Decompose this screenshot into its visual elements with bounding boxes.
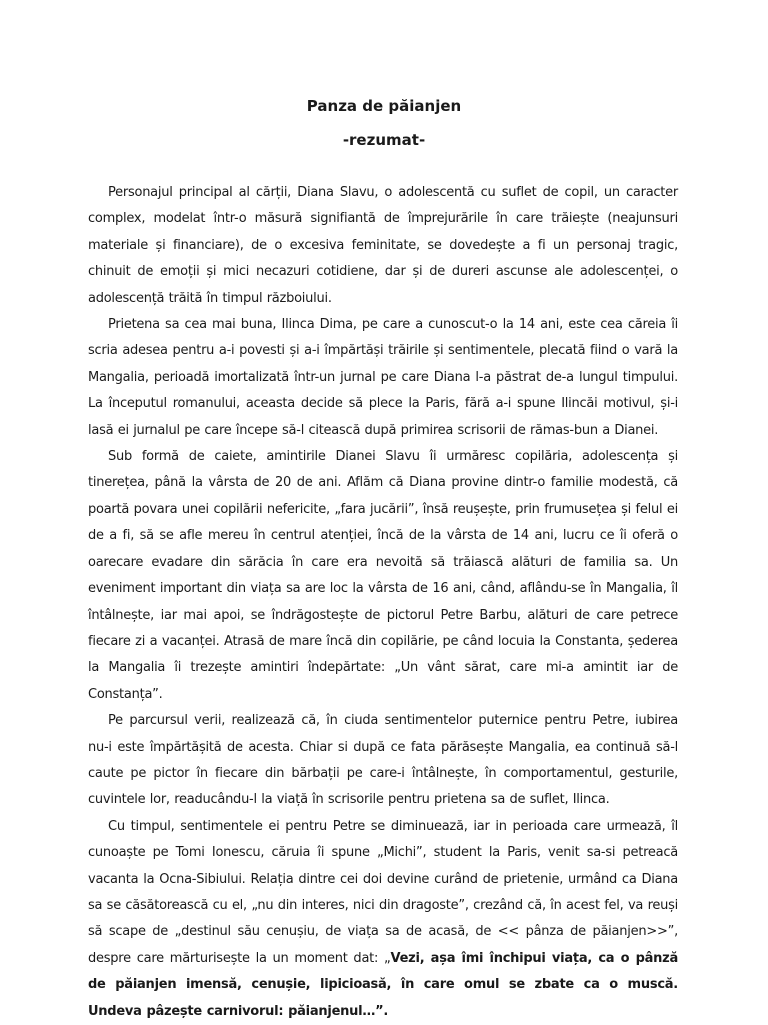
paragraph-4: Pe parcursul verii, realizează că, în ciuda sentimentelor puternice pentru Petre, iubirea nu-i este împărtășită de acesta. Chiar si după ce fata părăsește Mangalia, ea continuă să-l caute pe pictor în fiecare din bărbații pe care-i întâlnește, în comportamentul, gesturile, cuvintele lor, readucându-l la viață în scrisorile pentru prietena sa de suflet, Ilinca.	[88, 713, 678, 808]
document-title: Panza de păianjen	[306, 97, 462, 115]
paragraph-5	[88, 814, 678, 1025]
paragraph-5-tail: ”.	[375, 1003, 389, 1019]
paragraph-1: Personajul principal al cărții, Diana Slavu, o adolescentă cu suflet de copil, un caracter complex, modelat într-o măsură signifiantă de împrejurările în care trăiește (neajunsuri materiale și financiare), de o excesiva feminitate, se dovedește a fi un personaj tragic, chinuit de emoții și mici necazuri cotidiene, dar și de dureri ascunse ale adolescenței, o adolescență trăită în timpul războiului.	[88, 185, 678, 306]
paragraph-5-quote: Vezi, așa îmi închipui viața, ca o pânză de păianjen imensă, cenușie, lipicioasă, în care omul se zbate ca o muscă. Undeva pâzește carnivorul: păianjenul…	[88, 950, 678, 1019]
paragraph-3: Sub formă de caiete, amintirile Dianei Slavu îi urmăresc copilăria, adolescența și tinerețea, până la vârsta de 20 de ani. Aflăm că Diana provine dintr-o familie modestă, că poartă povara unei copilării nefericite, „fara jucării”, însă reușește, prin frumusețea și felul ei de a fi, să se afle mereu în centrul atenției, încă de la vârsta de 14 ani, lucru ce îi oferă o oarecare evadare din sărăcia în care era nevoită să trăiască alături de familia sa. Un eveniment important din viața sa are loc la vârsta de 16 ani, când, aflându-se în Mangalia, îl întâlnește, iar mai apoi, se îndrăgostește de pictorul Petre Barbu, alături de care petrece fiecare zi a vacanței. Atrasă de mare încă din copilărie, pe când locuia la Constanta, șederea la Mangalia îi trezește amintiri îndepărtate: „Un vânt sărat, care mi-a amintit iar de Constanța”.	[88, 449, 678, 702]
document-subtitle: -rezumat-	[342, 131, 426, 149]
document-body	[88, 180, 678, 1025]
paragraph-2: Prietena sa cea mai buna, Ilinca Dima, pe care a cunoscut-o la 14 ani, este cea căreia îi scria adesea pentru a-i povesti și a-i împărtăși trăirile și sentimentele, plecată fiind o vară la Mangalia, perioadă imortalizată într-un jurnal pe care Diana l-a păstrat de-a lungul timpului. La începutul romanului, aceasta decide să plece la Paris, fără a-i spune Ilincăi motivul, și-i lasă ei jurnalul pe care începe să-l citească după primirea scrisorii de rămas-bun a Dianei.	[88, 317, 678, 438]
paragraph-5-text: Cu timpul, sentimentele ei pentru Petre se diminuează, iar in perioada care urmează, îl cunoaște pe Tomi Ionescu, căruia îi spune „Michi”, student la Paris, venit sa-si petreacă vacanta la Ocna-Sibiului. Relația dintre cei doi devine curând de prietenie, urmând ca Diana sa se căsătorească cu el, „nu din interes, nici din dragoste”, crezând că, în acest fel, va reuși să scape de „destinul său cenușiu, de viața sa de acasă, de << pânza de păianjen>>”, despre care mărturisește la un moment dat: „	[88, 818, 678, 966]
